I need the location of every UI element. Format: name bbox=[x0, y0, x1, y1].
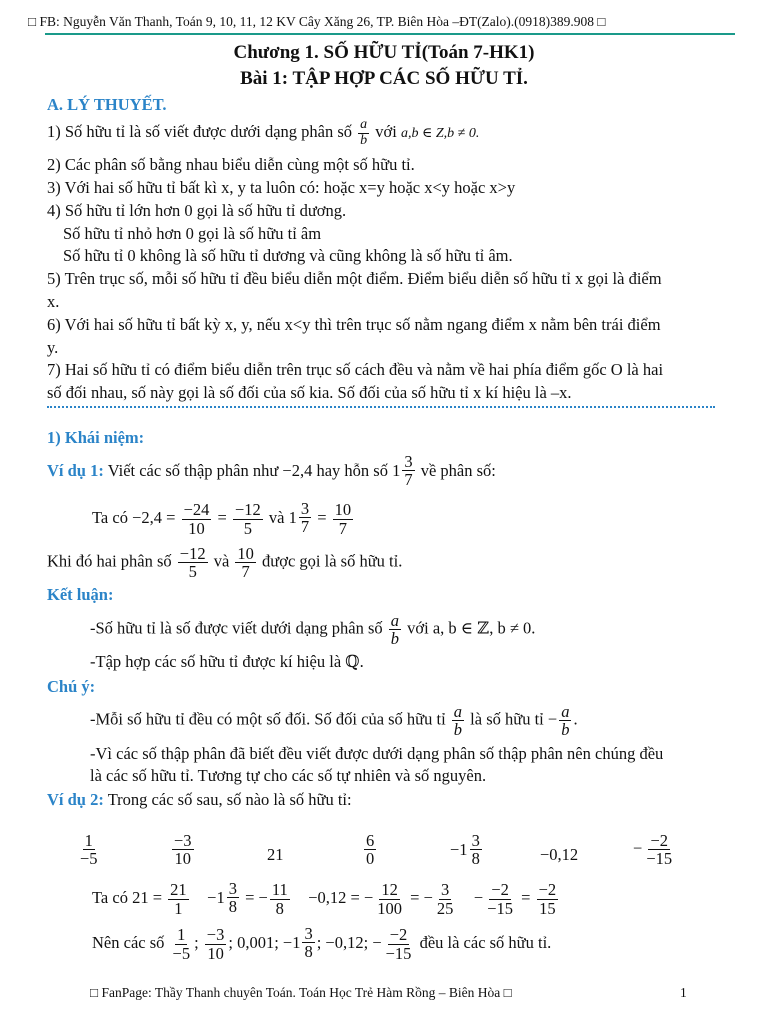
conclusion-2: -Tập hợp các số hữu tỉ được kí hiệu là ℚ. bbox=[90, 652, 364, 671]
note-2b: là các số hữu tỉ. Tương tự cho các số tự nhiên và số nguyên. bbox=[90, 766, 487, 785]
header-divider bbox=[45, 33, 735, 35]
page-footer: □ FanPage: Thầy Thanh chuyên Toán. Toán Học Trẻ Hàm Rồng – Biên Hòa □ bbox=[90, 985, 512, 1000]
theory-4b: Số hữu tỉ nhỏ hơn 0 gọi là số hữu tỉ âm bbox=[63, 224, 322, 243]
section-conclusion: Kết luận: bbox=[47, 585, 114, 604]
theory-3: 3) Với hai số hữu tỉ bất kì x, y ta luôn có: hoặc x=y hoặc x<y hoặc x>y bbox=[47, 178, 516, 197]
num-4: $\frac{6}{0}$ bbox=[366, 831, 375, 869]
example-1-label: Ví dụ 1: bbox=[47, 460, 104, 480]
example-1 bbox=[47, 453, 496, 489]
theory-1-cond: a,b ∈ Z,b ≠ 0. bbox=[400, 125, 480, 141]
theory-7b: số đối nhau, số này gọi là số đối của số kia. Số đối của số hữu tỉ x kí hiệu là –x. bbox=[47, 383, 572, 402]
example-2 bbox=[47, 790, 352, 810]
khi-do-text: Khi đó hai phân số bbox=[47, 551, 172, 571]
conclusion-1-text: -Số hữu tỉ là số được viết dưới dạng phân số bbox=[90, 618, 383, 638]
example-2-label: Ví dụ 2: bbox=[47, 790, 104, 809]
section-concept: 1) Khái niệm: bbox=[47, 428, 145, 447]
num-1: $\frac{1}{-5}$ bbox=[80, 831, 98, 869]
dotted-divider bbox=[47, 406, 715, 408]
example-1-end: về phân số: bbox=[420, 460, 496, 480]
theory-4: 4) Số hữu tỉ lớn hơn 0 gọi là số hữu tỉ dương. bbox=[47, 201, 347, 220]
theory-1 bbox=[47, 118, 479, 148]
chapter-title: Chương 1. SỐ HỮU TỈ(Toán 7-HK1) bbox=[233, 42, 535, 63]
theory-5: 5) Trên trục số, mỗi số hữu tỉ đều biểu diễn một điểm. Điểm biểu diễn số hữu tỉ x gọi là điểm bbox=[47, 269, 662, 288]
theory-2: 2) Các phân số bằng nhau biểu diễn cùng một số hữu tỉ. bbox=[47, 155, 415, 174]
num-3: 21 bbox=[267, 845, 284, 864]
num-6: −0,12 bbox=[540, 845, 579, 864]
theory-7: 7) Hai số hữu tỉ có điểm biểu diễn trên trục số cách đều và nằm về hai phía điểm gốc O là hai bbox=[47, 360, 664, 379]
example-2-text: Trong các số sau, số nào là số hữu tỉ: bbox=[107, 790, 352, 809]
and-word: và bbox=[268, 507, 285, 527]
lesson-title: Bài 1: TẬP HỢP CÁC SỐ HỮU TỈ. bbox=[240, 68, 528, 89]
example-1-work: Ta có −2,4 = $\frac{-24}{10}$ = $\frac{-12}{5}$ và 1 $\frac{3}{7}$ = $\frac{10}{7}$ bbox=[92, 499, 352, 538]
and-word-2: và bbox=[213, 551, 230, 571]
note-1-mid: là số hữu tỉ bbox=[470, 709, 544, 729]
page-header: □ FB: Nguyễn Văn Thanh, Toán 9, 10, 11, 12 KV Cây Xăng 26, TP. Biên Hòa –ĐT(Zalo).(0918)389.908 □ bbox=[28, 14, 606, 29]
conclusion-1: -Số hữu tỉ là số được viết dưới dạng phân số $\frac{a}{b}$ với a, b ∈ ℤ, b ≠ 0. bbox=[90, 611, 536, 649]
mixed-1-3-7: 1 $\frac{3}{7}$ bbox=[392, 452, 413, 490]
nen-text: Nên các số bbox=[92, 932, 165, 952]
taco-label-2: Ta có bbox=[92, 887, 128, 907]
section-theory: A. LÝ THUYẾT. bbox=[47, 95, 167, 114]
theory-4c: Số hữu tỉ 0 không là số hữu tỉ dương và cũng không là số hữu tỉ âm. bbox=[63, 246, 513, 265]
theory-5b: x. bbox=[47, 292, 60, 311]
num-2: $\frac{-3}{10}$ bbox=[174, 831, 192, 869]
nen-end: đều là các số hữu tỉ. bbox=[419, 932, 552, 952]
note-1: -Mỗi số hữu tỉ đều có một số đối. Số đối của số hữu tỉ $\frac{a}{b}$ là số hữu tỉ − $\frac{a}{b}$ . bbox=[90, 702, 578, 740]
theory-1-text: 1) Số hữu tỉ là số viết được dưới dạng phân số bbox=[47, 121, 353, 141]
note-1-text: -Mỗi số hữu tỉ đều có một số đối. Số đối của số hữu tỉ bbox=[90, 709, 446, 729]
page-number: 1 bbox=[680, 985, 687, 1000]
num-7: − $\frac{-2}{-15}$ bbox=[633, 831, 673, 869]
num-5: −1 $\frac{3}{8}$ bbox=[450, 831, 480, 869]
conclusion-1-cond: với a, b ∈ ℤ, b ≠ 0. bbox=[407, 618, 536, 638]
example-1-text: Viết các số thập phân như −2,4 hay hỗn số bbox=[107, 460, 388, 480]
taco-label: Ta có bbox=[92, 507, 128, 527]
section-note: Chú ý: bbox=[47, 677, 96, 696]
theory-6b: y. bbox=[47, 338, 59, 357]
khi-do-end: được gọi là số hữu tỉ. bbox=[262, 551, 403, 571]
example-1-conclusion: Khi đó hai phân số $\frac{-12}{5}$ và $\frac{10}{7}$ được gọi là số hữu tỉ. bbox=[47, 544, 403, 582]
theory-6: 6) Với hai số hữu tỉ bất kỳ x, y, nếu x<y thì trên trục số nằm ngang điểm x nằm bên trái điểm bbox=[47, 315, 661, 334]
example-2-conclusion: Nên các số $\frac{1}{-5}$ ; $\frac{-3}{10}$ ; 0,001; −1 $\frac{3}{8}$ ; −0,12; − $\frac{-2}{-15}$ đều là các số hữu tỉ. bbox=[92, 924, 552, 963]
example-2-work: Ta có 21 = $\frac{21}{1}$ −1 $\frac{3}{8}$ = − $\frac{11}{8}$ −0,12 = − $\frac{12}{100}$ = − $\frac{3}{25}$ − $\frac{-2}{-15}$ = $\frac{-2}{15}$ bbox=[92, 879, 557, 918]
fraction-a-b: $\frac{a}{b}$ bbox=[360, 117, 368, 148]
theory-1-with: với bbox=[375, 121, 397, 141]
note-2: -Vì các số thập phân đã biết đều viết được dưới dạng phân số thập phân nên chúng đều bbox=[90, 744, 664, 763]
